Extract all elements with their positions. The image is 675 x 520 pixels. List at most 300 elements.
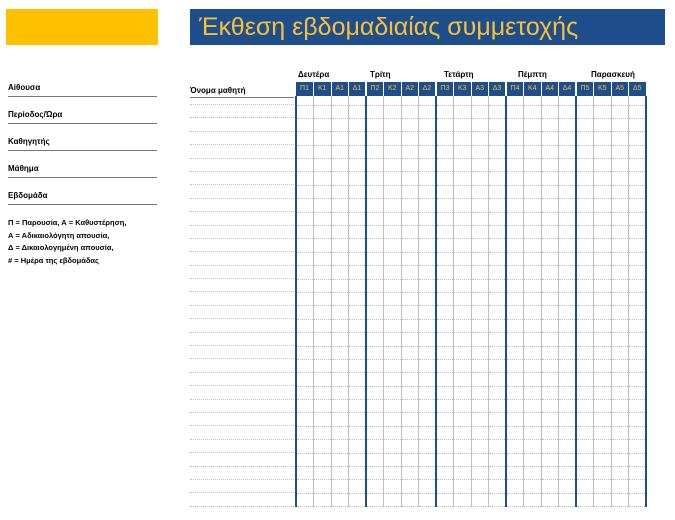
attendance-cell[interactable] [629,440,647,453]
attendance-cell[interactable] [576,359,594,372]
attendance-cell[interactable] [331,118,349,131]
attendance-cell[interactable] [611,440,629,453]
attendance-cell[interactable] [384,266,402,279]
attendance-cell[interactable] [331,105,349,118]
attendance-cell[interactable] [419,426,437,439]
attendance-cell[interactable] [454,226,472,239]
attendance-cell[interactable] [611,400,629,413]
attendance-cell[interactable] [436,185,454,198]
attendance-cell[interactable] [471,279,489,292]
attendance-cell[interactable] [594,292,612,305]
attendance-cell[interactable] [471,333,489,346]
attendance-cell[interactable] [436,132,454,145]
attendance-cell[interactable] [471,346,489,359]
attendance-cell[interactable] [576,145,594,158]
attendance-cell[interactable] [594,212,612,225]
attendance-cell[interactable] [576,252,594,265]
attendance-cell[interactable] [454,292,472,305]
attendance-cell[interactable] [594,172,612,185]
attendance-cell[interactable] [471,493,489,506]
attendance-cell[interactable] [366,96,384,105]
attendance-cell[interactable] [506,239,524,252]
attendance-cell[interactable] [611,105,629,118]
attendance-cell[interactable] [314,467,332,480]
attendance-cell[interactable] [594,132,612,145]
attendance-cell[interactable] [296,400,314,413]
attendance-cell[interactable] [559,319,577,332]
attendance-cell[interactable] [489,359,507,372]
attendance-cell[interactable] [419,172,437,185]
attendance-cell[interactable] [541,159,559,172]
student-name-cell[interactable] [190,159,294,172]
attendance-cell[interactable] [331,172,349,185]
attendance-cell[interactable] [401,96,419,105]
attendance-cell[interactable] [349,239,367,252]
attendance-cell[interactable] [524,333,542,346]
attendance-cell[interactable] [629,96,647,105]
attendance-cell[interactable] [594,199,612,212]
student-name-cell[interactable] [190,239,294,252]
attendance-cell[interactable] [401,333,419,346]
attendance-cell[interactable] [366,386,384,399]
attendance-cell[interactable] [296,96,314,105]
attendance-cell[interactable] [314,480,332,493]
attendance-cell[interactable] [489,333,507,346]
attendance-cell[interactable] [506,493,524,506]
attendance-cell[interactable] [576,440,594,453]
attendance-cell[interactable] [419,239,437,252]
attendance-cell[interactable] [576,373,594,386]
attendance-cell[interactable] [331,279,349,292]
attendance-cell[interactable] [611,480,629,493]
attendance-cell[interactable] [576,413,594,426]
attendance-cell[interactable] [541,239,559,252]
attendance-cell[interactable] [541,319,559,332]
student-name-cell[interactable] [190,400,294,413]
attendance-cell[interactable] [454,132,472,145]
attendance-cell[interactable] [331,373,349,386]
attendance-cell[interactable] [489,292,507,305]
attendance-cell[interactable] [296,413,314,426]
attendance-cell[interactable] [331,96,349,105]
attendance-cell[interactable] [419,306,437,319]
attendance-cell[interactable] [489,132,507,145]
attendance-cell[interactable] [524,159,542,172]
attendance-cell[interactable] [524,386,542,399]
attendance-cell[interactable] [454,252,472,265]
attendance-cell[interactable] [454,279,472,292]
attendance-cell[interactable] [576,199,594,212]
attendance-cell[interactable] [314,440,332,453]
attendance-cell[interactable] [366,467,384,480]
attendance-cell[interactable] [419,386,437,399]
attendance-cell[interactable] [541,185,559,198]
attendance-cell[interactable] [436,212,454,225]
attendance-cell[interactable] [506,426,524,439]
attendance-cell[interactable] [594,118,612,131]
attendance-cell[interactable] [524,440,542,453]
attendance-cell[interactable] [629,359,647,372]
attendance-cell[interactable] [454,199,472,212]
attendance-cell[interactable] [436,118,454,131]
attendance-cell[interactable] [524,359,542,372]
attendance-cell[interactable] [419,185,437,198]
attendance-cell[interactable] [611,333,629,346]
student-name-cell[interactable] [190,118,294,131]
attendance-cell[interactable] [489,239,507,252]
attendance-cell[interactable] [454,105,472,118]
attendance-cell[interactable] [471,480,489,493]
student-name-cell[interactable] [190,306,294,319]
attendance-cell[interactable] [611,185,629,198]
attendance-cell[interactable] [296,252,314,265]
attendance-cell[interactable] [454,453,472,466]
attendance-cell[interactable] [506,118,524,131]
attendance-cell[interactable] [629,413,647,426]
attendance-cell[interactable] [559,493,577,506]
attendance-cell[interactable] [401,440,419,453]
attendance-cell[interactable] [559,426,577,439]
attendance-cell[interactable] [314,212,332,225]
attendance-cell[interactable] [506,252,524,265]
attendance-cell[interactable] [331,467,349,480]
attendance-cell[interactable] [331,453,349,466]
attendance-cell[interactable] [541,440,559,453]
attendance-cell[interactable] [296,333,314,346]
attendance-cell[interactable] [349,493,367,506]
attendance-cell[interactable] [576,453,594,466]
attendance-cell[interactable] [349,413,367,426]
attendance-cell[interactable] [296,426,314,439]
attendance-cell[interactable] [436,346,454,359]
field-teacher[interactable]: Καθηγητής [8,136,157,151]
attendance-cell[interactable] [401,105,419,118]
attendance-cell[interactable] [314,159,332,172]
attendance-cell[interactable] [296,346,314,359]
attendance-cell[interactable] [629,319,647,332]
attendance-cell[interactable] [489,413,507,426]
attendance-cell[interactable] [576,292,594,305]
attendance-cell[interactable] [576,239,594,252]
attendance-cell[interactable] [419,413,437,426]
student-name-cell[interactable] [190,440,294,453]
attendance-cell[interactable] [524,467,542,480]
attendance-cell[interactable] [559,105,577,118]
attendance-cell[interactable] [384,440,402,453]
attendance-cell[interactable] [314,333,332,346]
student-name-cell[interactable] [190,185,294,198]
attendance-cell[interactable] [471,212,489,225]
attendance-cell[interactable] [524,239,542,252]
attendance-cell[interactable] [419,453,437,466]
attendance-cell[interactable] [349,159,367,172]
student-name-cell[interactable] [190,346,294,359]
attendance-cell[interactable] [384,359,402,372]
attendance-cell[interactable] [401,453,419,466]
attendance-cell[interactable] [629,373,647,386]
attendance-cell[interactable] [314,386,332,399]
attendance-cell[interactable] [506,373,524,386]
attendance-cell[interactable] [611,252,629,265]
attendance-cell[interactable] [419,480,437,493]
attendance-cell[interactable] [576,105,594,118]
attendance-cell[interactable] [576,159,594,172]
attendance-cell[interactable] [314,306,332,319]
attendance-cell[interactable] [524,319,542,332]
attendance-cell[interactable] [611,373,629,386]
attendance-cell[interactable] [506,413,524,426]
attendance-cell[interactable] [436,266,454,279]
attendance-cell[interactable] [629,145,647,158]
attendance-cell[interactable] [471,319,489,332]
attendance-cell[interactable] [629,266,647,279]
attendance-cell[interactable] [594,413,612,426]
attendance-cell[interactable] [331,480,349,493]
attendance-cell[interactable] [506,212,524,225]
attendance-cell[interactable] [296,480,314,493]
attendance-cell[interactable] [489,226,507,239]
attendance-cell[interactable] [489,118,507,131]
attendance-cell[interactable] [611,453,629,466]
attendance-cell[interactable] [611,118,629,131]
attendance-cell[interactable] [349,333,367,346]
attendance-cell[interactable] [489,96,507,105]
attendance-cell[interactable] [296,373,314,386]
attendance-cell[interactable] [629,493,647,506]
attendance-cell[interactable] [349,400,367,413]
attendance-cell[interactable] [384,145,402,158]
attendance-cell[interactable] [331,426,349,439]
attendance-cell[interactable] [366,185,384,198]
attendance-cell[interactable] [471,306,489,319]
attendance-cell[interactable] [314,239,332,252]
attendance-cell[interactable] [401,359,419,372]
attendance-cell[interactable] [366,333,384,346]
attendance-cell[interactable] [401,159,419,172]
attendance-cell[interactable] [524,185,542,198]
attendance-cell[interactable] [629,212,647,225]
attendance-cell[interactable] [314,185,332,198]
attendance-cell[interactable] [454,373,472,386]
attendance-cell[interactable] [296,159,314,172]
attendance-cell[interactable] [471,199,489,212]
attendance-cell[interactable] [489,105,507,118]
attendance-cell[interactable] [401,400,419,413]
student-name-cell[interactable] [190,386,294,399]
attendance-cell[interactable] [506,172,524,185]
attendance-cell[interactable] [576,212,594,225]
attendance-cell[interactable] [384,480,402,493]
attendance-cell[interactable] [314,132,332,145]
attendance-cell[interactable] [454,239,472,252]
attendance-cell[interactable] [366,172,384,185]
attendance-cell[interactable] [594,426,612,439]
attendance-cell[interactable] [401,413,419,426]
attendance-cell[interactable] [366,199,384,212]
attendance-cell[interactable] [541,292,559,305]
attendance-cell[interactable] [366,319,384,332]
student-name-cell[interactable] [190,145,294,158]
attendance-cell[interactable] [296,172,314,185]
attendance-cell[interactable] [436,252,454,265]
attendance-cell[interactable] [506,467,524,480]
attendance-cell[interactable] [629,426,647,439]
attendance-cell[interactable] [559,252,577,265]
attendance-cell[interactable] [296,319,314,332]
attendance-cell[interactable] [489,493,507,506]
student-name-cell[interactable] [190,252,294,265]
attendance-cell[interactable] [576,266,594,279]
attendance-cell[interactable] [331,346,349,359]
attendance-cell[interactable] [524,426,542,439]
attendance-cell[interactable] [611,132,629,145]
attendance-cell[interactable] [436,172,454,185]
attendance-cell[interactable] [419,159,437,172]
attendance-cell[interactable] [541,493,559,506]
student-name-cell[interactable] [190,96,294,105]
attendance-cell[interactable] [331,359,349,372]
attendance-cell[interactable] [296,359,314,372]
attendance-cell[interactable] [314,199,332,212]
attendance-cell[interactable] [331,252,349,265]
attendance-cell[interactable] [401,279,419,292]
student-name-cell[interactable] [190,292,294,305]
attendance-cell[interactable] [611,346,629,359]
attendance-cell[interactable] [594,493,612,506]
attendance-cell[interactable] [524,306,542,319]
attendance-cell[interactable] [471,467,489,480]
student-name-cell[interactable] [190,199,294,212]
attendance-cell[interactable] [629,453,647,466]
attendance-cell[interactable] [349,426,367,439]
attendance-cell[interactable] [436,426,454,439]
attendance-cell[interactable] [331,185,349,198]
attendance-cell[interactable] [349,306,367,319]
attendance-cell[interactable] [436,386,454,399]
attendance-cell[interactable] [419,96,437,105]
attendance-cell[interactable] [611,386,629,399]
attendance-cell[interactable] [629,105,647,118]
attendance-cell[interactable] [489,199,507,212]
attendance-cell[interactable] [559,373,577,386]
attendance-cell[interactable] [419,333,437,346]
attendance-cell[interactable] [314,373,332,386]
field-week[interactable]: Εβδομάδα [8,190,157,205]
attendance-cell[interactable] [541,252,559,265]
attendance-cell[interactable] [349,266,367,279]
attendance-cell[interactable] [611,292,629,305]
attendance-cell[interactable] [401,132,419,145]
attendance-cell[interactable] [629,226,647,239]
attendance-cell[interactable] [366,132,384,145]
attendance-cell[interactable] [629,159,647,172]
attendance-cell[interactable] [489,453,507,466]
attendance-cell[interactable] [559,440,577,453]
attendance-cell[interactable] [559,266,577,279]
attendance-cell[interactable] [611,413,629,426]
attendance-cell[interactable] [524,413,542,426]
attendance-cell[interactable] [611,467,629,480]
attendance-cell[interactable] [454,118,472,131]
attendance-cell[interactable] [419,319,437,332]
attendance-cell[interactable] [366,346,384,359]
attendance-cell[interactable] [349,199,367,212]
attendance-cell[interactable] [506,359,524,372]
attendance-cell[interactable] [314,172,332,185]
attendance-cell[interactable] [366,413,384,426]
attendance-cell[interactable] [454,266,472,279]
attendance-cell[interactable] [524,373,542,386]
attendance-cell[interactable] [366,400,384,413]
attendance-cell[interactable] [454,145,472,158]
attendance-cell[interactable] [489,440,507,453]
attendance-cell[interactable] [436,440,454,453]
attendance-cell[interactable] [436,306,454,319]
attendance-cell[interactable] [594,239,612,252]
attendance-cell[interactable] [576,480,594,493]
attendance-cell[interactable] [384,252,402,265]
attendance-cell[interactable] [506,132,524,145]
student-name-cell[interactable] [190,212,294,225]
attendance-cell[interactable] [541,413,559,426]
attendance-cell[interactable] [349,226,367,239]
attendance-cell[interactable] [384,413,402,426]
attendance-cell[interactable] [594,480,612,493]
attendance-cell[interactable] [471,373,489,386]
attendance-cell[interactable] [436,480,454,493]
attendance-cell[interactable] [489,279,507,292]
attendance-cell[interactable] [559,226,577,239]
attendance-cell[interactable] [629,279,647,292]
attendance-cell[interactable] [331,319,349,332]
attendance-cell[interactable] [541,373,559,386]
attendance-cell[interactable] [506,319,524,332]
attendance-cell[interactable] [454,359,472,372]
field-subject[interactable]: Μάθημα [8,163,157,178]
attendance-cell[interactable] [611,239,629,252]
attendance-cell[interactable] [296,105,314,118]
attendance-cell[interactable] [419,292,437,305]
student-name-cell[interactable] [190,226,294,239]
attendance-cell[interactable] [384,493,402,506]
attendance-cell[interactable] [506,333,524,346]
attendance-cell[interactable] [594,252,612,265]
attendance-cell[interactable] [594,346,612,359]
attendance-cell[interactable] [349,480,367,493]
student-name-cell[interactable] [190,467,294,480]
attendance-cell[interactable] [629,199,647,212]
attendance-cell[interactable] [454,346,472,359]
attendance-cell[interactable] [349,292,367,305]
attendance-cell[interactable] [314,145,332,158]
attendance-cell[interactable] [559,359,577,372]
attendance-cell[interactable] [471,226,489,239]
attendance-cell[interactable] [541,96,559,105]
attendance-cell[interactable] [576,132,594,145]
attendance-cell[interactable] [401,226,419,239]
attendance-cell[interactable] [296,440,314,453]
attendance-cell[interactable] [384,96,402,105]
attendance-cell[interactable] [506,292,524,305]
attendance-cell[interactable] [296,453,314,466]
attendance-cell[interactable] [611,212,629,225]
attendance-cell[interactable] [366,306,384,319]
attendance-cell[interactable] [401,239,419,252]
attendance-cell[interactable] [454,413,472,426]
attendance-cell[interactable] [559,199,577,212]
attendance-cell[interactable] [384,132,402,145]
attendance-cell[interactable] [506,346,524,359]
